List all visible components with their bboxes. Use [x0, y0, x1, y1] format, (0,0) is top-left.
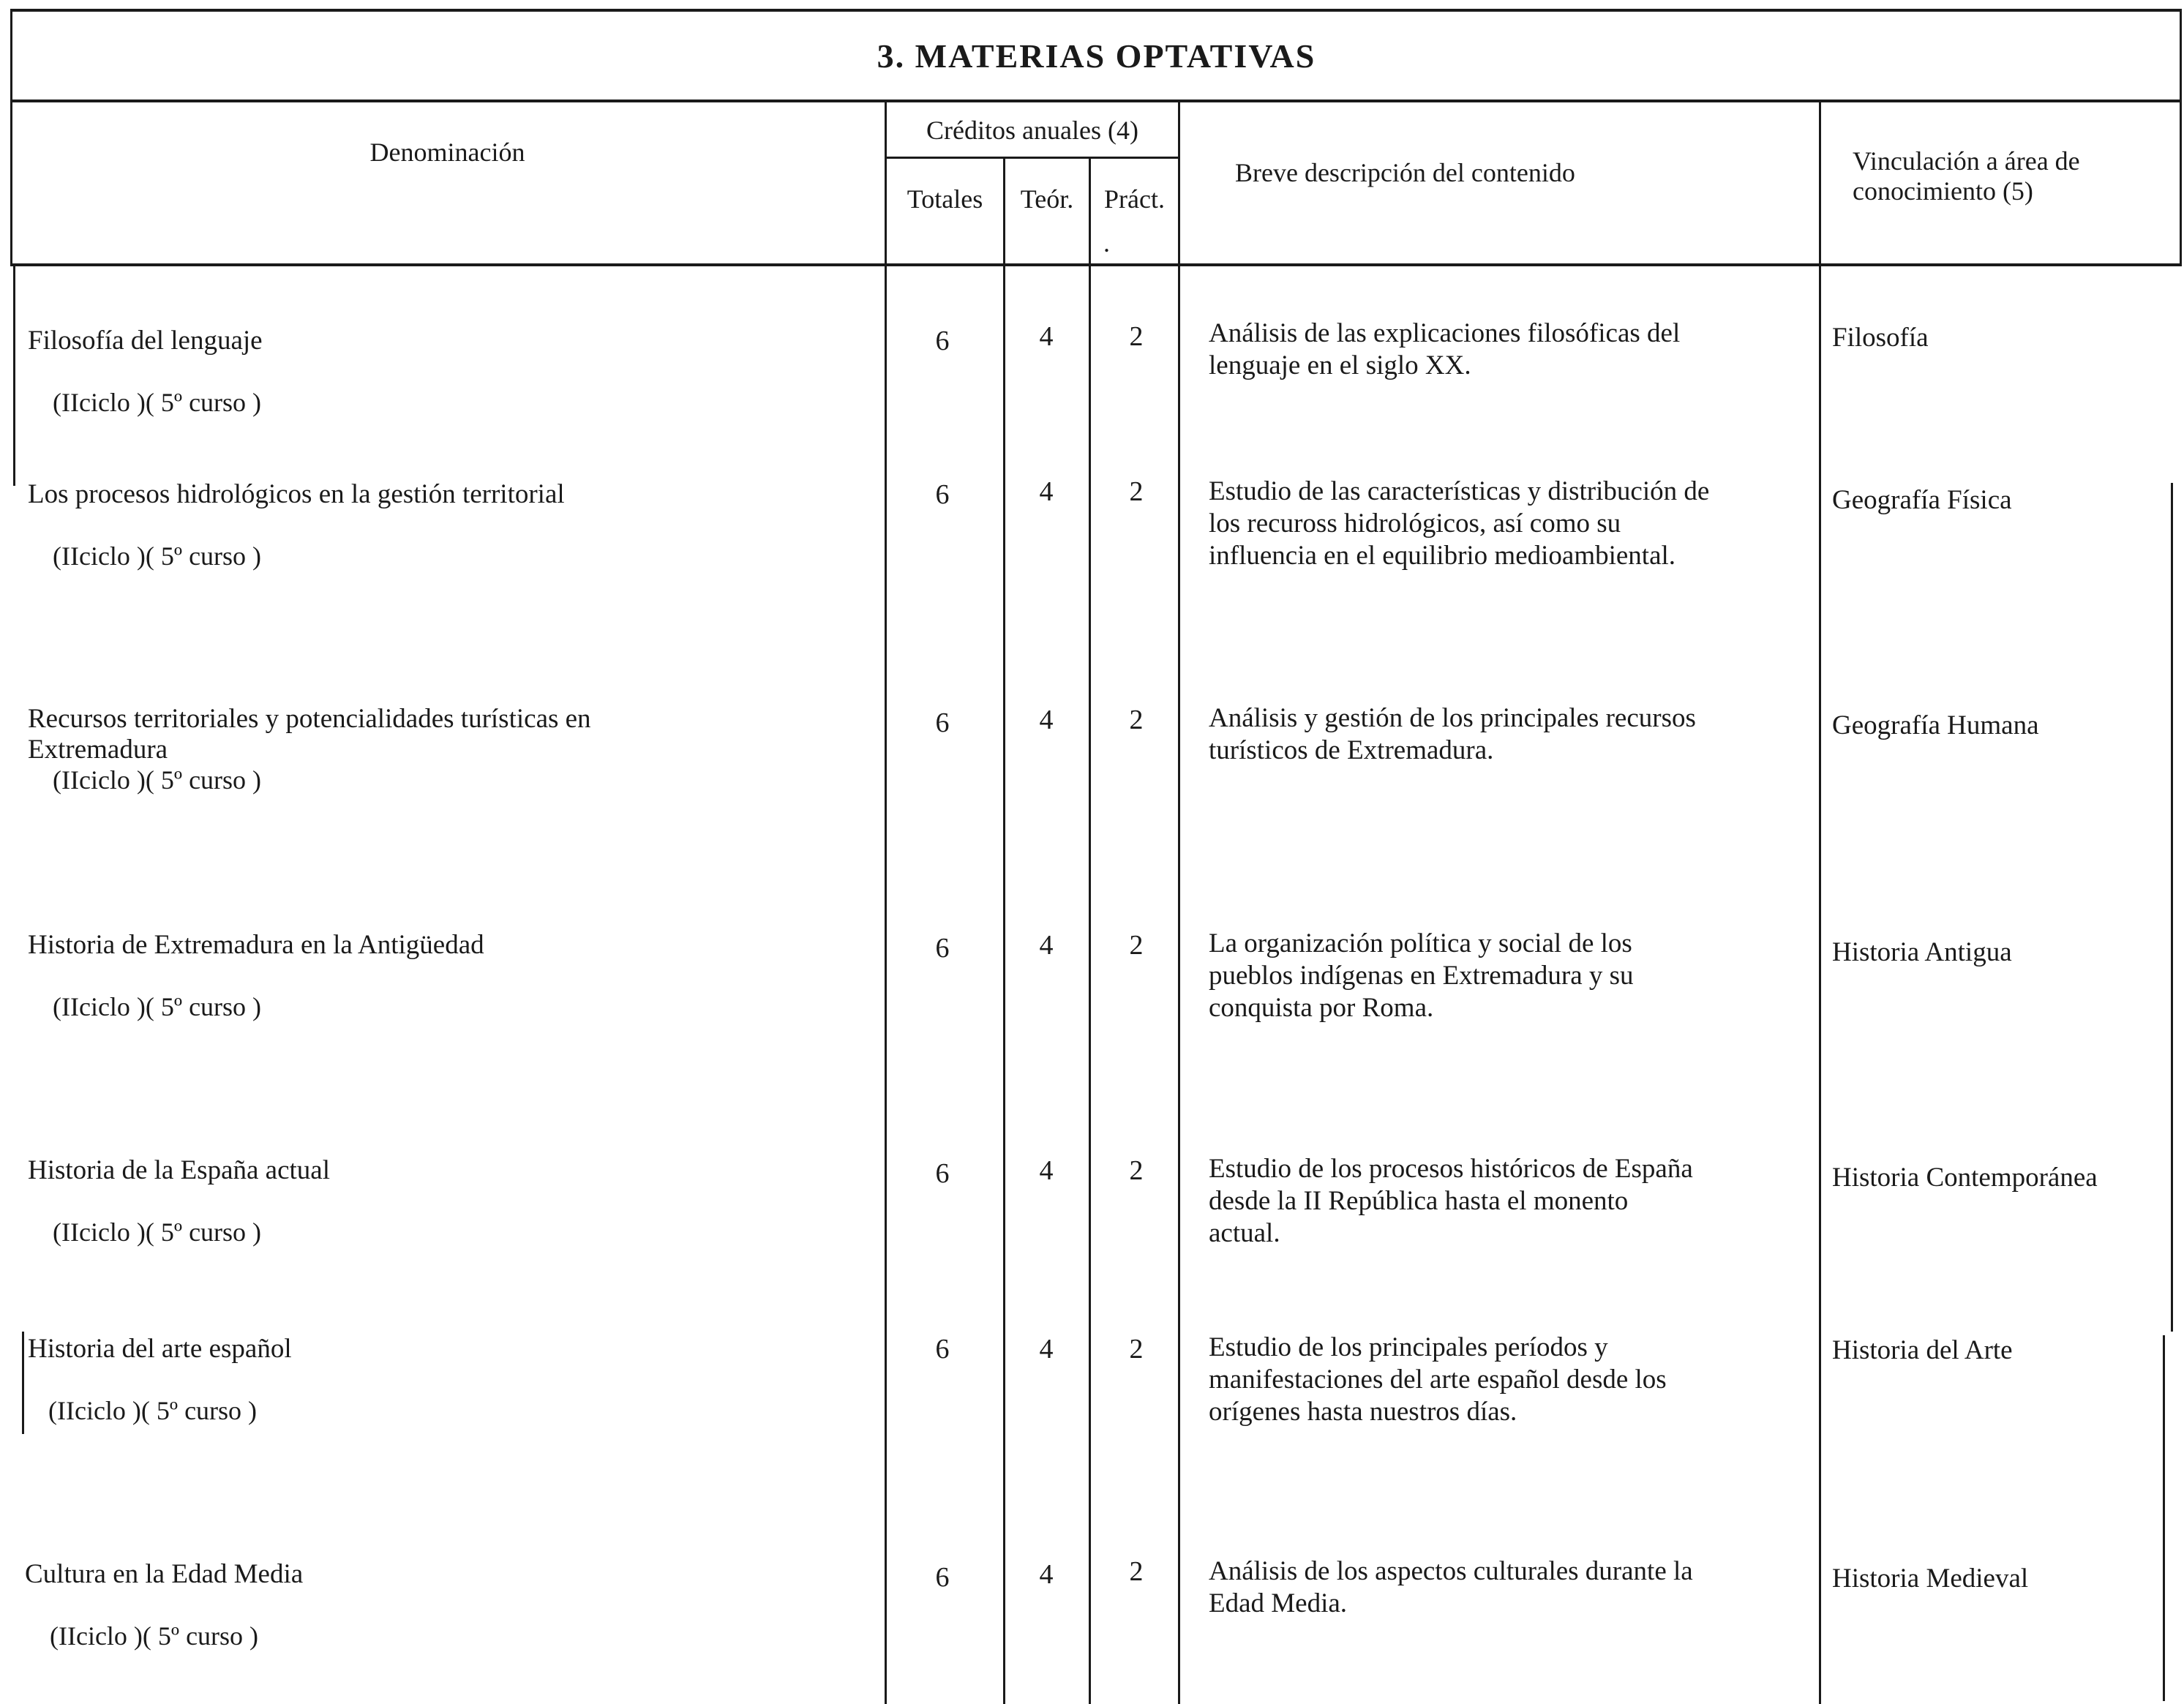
- subject-cycle: (IIciclo )( 5º curso ): [50, 1621, 259, 1651]
- header-practicos: Práct.: [1104, 184, 1165, 214]
- description-line: turísticos de Extremadura.: [1209, 735, 1494, 765]
- header-denominacion: Denominación: [369, 138, 525, 167]
- description-line: lenguaje en el siglo XX.: [1209, 350, 1471, 380]
- credits-teoricos: 4: [1039, 1559, 1054, 1590]
- credits-teoricos: 4: [1039, 476, 1054, 507]
- description-line: los recuross hidrológicos, así como su: [1209, 508, 1621, 538]
- header-bottom-border: [10, 263, 2182, 266]
- credits-totales: 6: [935, 708, 950, 738]
- credits-totales: 6: [935, 933, 950, 964]
- description-line: desde la II República hasta el monento: [1209, 1186, 1629, 1216]
- subject-description: [1209, 702, 1816, 767]
- col-line-denominacion: [885, 100, 887, 1704]
- col-line-teoricos: [1089, 157, 1091, 1704]
- description-line: Análisis de los aspectos culturales durante la: [1209, 1556, 1693, 1586]
- description-line: actual.: [1209, 1218, 1280, 1248]
- subject-cycle: (IIciclo )( 5º curso ): [53, 992, 262, 1021]
- subject-name-line: Recursos territoriales y potencialidades turísticas en: [28, 704, 591, 734]
- credits-practicos: 2: [1129, 705, 1144, 735]
- right-border-lower-2: [2163, 1335, 2165, 1701]
- description-line: pueblos indígenas en Extremadura y su: [1209, 961, 1634, 991]
- credits-teoricos: 4: [1039, 321, 1054, 352]
- description-line: conquista por Roma.: [1209, 993, 1434, 1023]
- credits-practicos: 2: [1129, 930, 1144, 961]
- header-descripcion: Breve descripción del contenido: [1235, 158, 1575, 187]
- credits-teoricos: 4: [1039, 1334, 1054, 1365]
- knowledge-area: Filosofía: [1832, 323, 1929, 353]
- col-line-descripcion: [1819, 100, 1821, 1704]
- description-line: Estudio de los principales períodos y: [1209, 1332, 1608, 1362]
- subject-cycle: (IIciclo )( 5º curso ): [53, 1217, 262, 1247]
- description-line: Análisis y gestión de los principales recursos: [1209, 703, 1696, 733]
- subject-cycle: (IIciclo )( 5º curso ): [53, 765, 262, 795]
- credits-group-divider: [885, 157, 1180, 159]
- subject-cycle: (IIciclo )( 5º curso ): [53, 388, 262, 417]
- credits-teoricos: 4: [1039, 930, 1054, 961]
- description-line: influencia en el equilibrio medioambiental.: [1209, 541, 1676, 571]
- description-line: La organización política y social de los: [1209, 928, 1632, 958]
- subject-description: [1209, 476, 1816, 572]
- header-teoricos: Teór.: [1020, 184, 1074, 214]
- col-line-totales: [1003, 157, 1005, 1704]
- credits-teoricos: 4: [1039, 705, 1054, 735]
- header-totales: Totales: [907, 184, 983, 214]
- knowledge-area: Historia Antigua: [1832, 937, 2012, 967]
- credits-practicos: 2: [1129, 1556, 1144, 1587]
- credits-practicos: 2: [1129, 476, 1144, 507]
- right-border-lower-1: [2171, 483, 2173, 1332]
- subject-description: [1209, 1555, 1816, 1620]
- subject-description: [1209, 928, 1816, 1024]
- header-vinculacion-line1: Vinculación a área de: [1853, 146, 2080, 176]
- subject-name: Historia del arte español: [28, 1334, 292, 1364]
- subject-description: [1209, 318, 1816, 382]
- knowledge-area: Geografía Humana: [1832, 710, 2039, 740]
- subject-description: [1209, 1332, 1816, 1428]
- knowledge-area: Historia del Arte: [1832, 1335, 2013, 1365]
- subject-name: Los procesos hidrológicos en la gestión territorial: [28, 479, 565, 509]
- header-vinculacion-line2: conocimiento (5): [1853, 176, 2033, 206]
- subject-name: Historia de la España actual: [28, 1155, 330, 1185]
- header-practicos-dot: .: [1103, 228, 1110, 258]
- credits-practicos: 2: [1129, 1155, 1144, 1186]
- description-line: Estudio de las características y distribución de: [1209, 476, 1710, 506]
- knowledge-area: Historia Medieval: [1832, 1564, 2029, 1594]
- credits-totales: 6: [935, 1562, 950, 1593]
- credits-totales: 6: [935, 479, 950, 510]
- credits-practicos: 2: [1129, 321, 1144, 352]
- description-line: orígenes hasta nuestros días.: [1209, 1397, 1517, 1427]
- left-border-lower-1: [13, 266, 15, 486]
- subject-name: Filosofía del lenguaje: [28, 326, 263, 356]
- credits-practicos: 2: [1129, 1334, 1144, 1365]
- description-line: manifestaciones del arte español desde los: [1209, 1365, 1667, 1395]
- header-creditos-anuales: Créditos anuales (4): [926, 116, 1138, 145]
- header-vinculacion: [1853, 146, 2174, 207]
- subject-cycle: (IIciclo )( 5º curso ): [48, 1396, 258, 1425]
- subject-name: Cultura en la Edad Media: [25, 1559, 304, 1589]
- credits-totales: 6: [935, 1334, 950, 1365]
- subject-description: [1209, 1153, 1816, 1250]
- subject-name: Historia de Extremadura en la Antigüedad: [28, 930, 484, 960]
- col-line-practicos: [1178, 100, 1180, 1704]
- credits-totales: 6: [935, 1158, 950, 1189]
- knowledge-area: Historia Contemporánea: [1832, 1163, 2098, 1193]
- description-line: Edad Media.: [1209, 1588, 1348, 1618]
- subject-name-line: Extremadura: [28, 735, 168, 765]
- description-line: Análisis de las explicaciones filosóficas del: [1209, 318, 1681, 348]
- title-divider: [10, 100, 2182, 102]
- credits-teoricos: 4: [1039, 1155, 1054, 1186]
- subject-name: [28, 704, 869, 765]
- knowledge-area: Geografía Física: [1832, 485, 2012, 515]
- page-title: 3. MATERIAS OPTATIVAS: [877, 37, 1316, 75]
- description-line: Estudio de los procesos históricos de España: [1209, 1154, 1693, 1184]
- left-border-lower-2: [22, 1332, 24, 1434]
- subject-cycle: (IIciclo )( 5º curso ): [53, 541, 262, 571]
- credits-totales: 6: [935, 326, 950, 356]
